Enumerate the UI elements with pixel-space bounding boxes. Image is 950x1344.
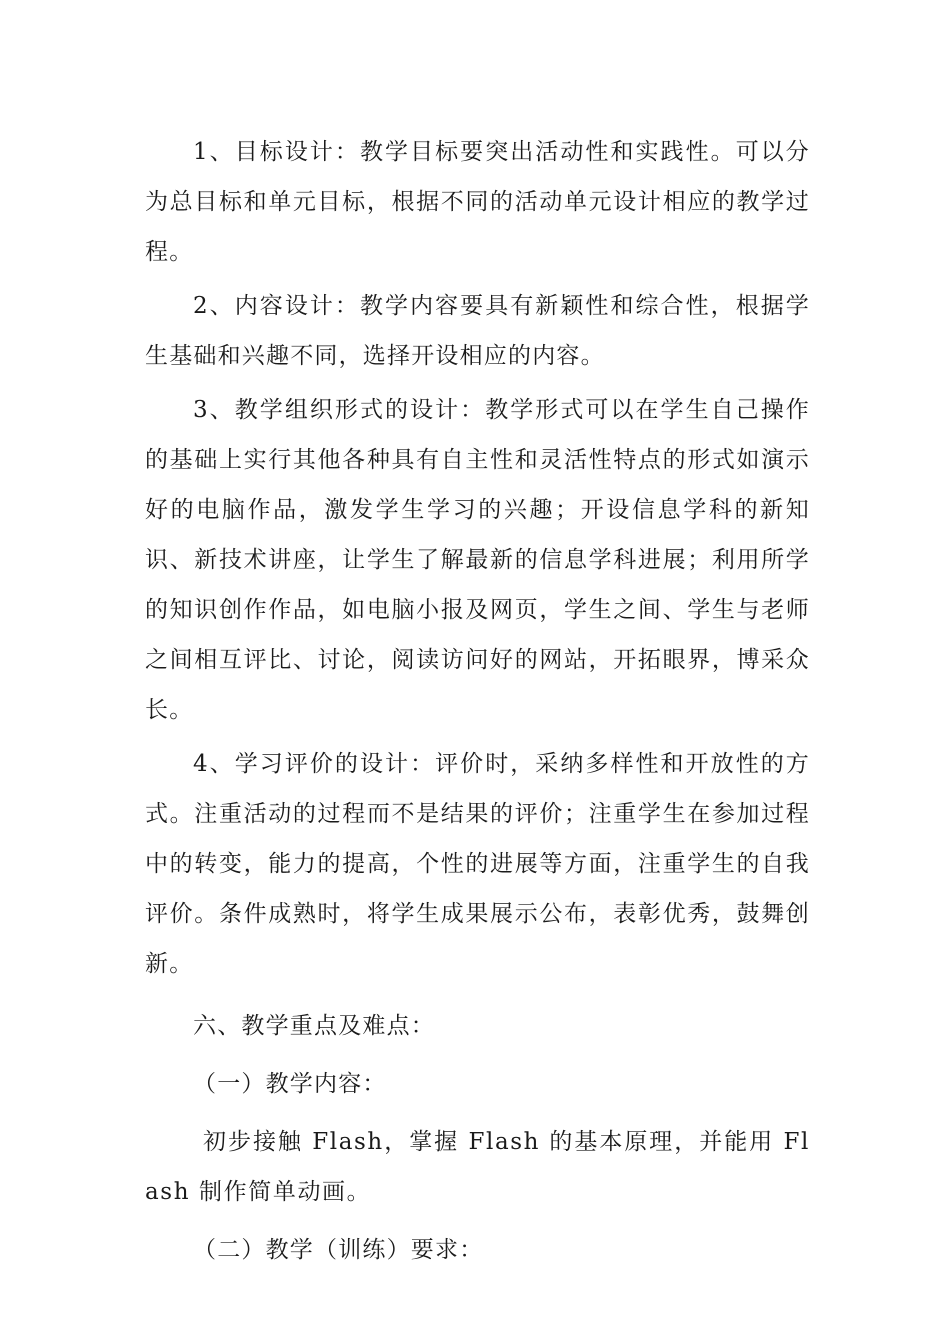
subheading-teaching-content: （一）教学内容： bbox=[193, 1071, 387, 1097]
paragraph-flash-intro: 初步接触 Flash，掌握 Flash 的基本原理，并能用 Flash 制作简单动画。 bbox=[145, 1129, 810, 1205]
subheading-teaching-requirements: （二）教学（训练）要求： bbox=[193, 1237, 484, 1263]
paragraph-goal-design: 1、目标设计：教学目标要突出活动性和实践性。可以分为总目标和单元目标，根据不同的活动单元设计相应的教学过程。 bbox=[145, 139, 810, 265]
paragraph-evaluation-design: 4、学习评价的设计：评价时，采纳多样性和开放性的方式。注重活动的过程而不是结果的评价；注重学生在参加过程中的转变，能力的提高，个性的进展等方面，注重学生的自我评价。条件成熟时，将学生成果展示公布，表彰优秀，鼓舞创新。 bbox=[145, 751, 810, 977]
paragraph-organization-design: 3、教学组织形式的设计：教学形式可以在学生自己操作的基础上实行其他各种具有自主性和灵活性特点的形式如演示好的电脑作品，激发学生学习的兴趣；开设信息学科的新知识、新技术讲座，让学生了解最新的信息学科进展；利用所学的知识创作作品，如电脑小报及网页，学生之间、学生与老师之间相互评比、讨论，阅读访问好的网站，开拓眼界，博采众长。 bbox=[145, 397, 810, 723]
section-heading-key-points: 六、教学重点及难点： bbox=[193, 1013, 435, 1039]
document-body bbox=[145, 127, 810, 1275]
paragraph-content-design: 2、内容设计：教学内容要具有新颖性和综合性，根据学生基础和兴趣不同，选择开设相应的内容。 bbox=[145, 293, 810, 369]
